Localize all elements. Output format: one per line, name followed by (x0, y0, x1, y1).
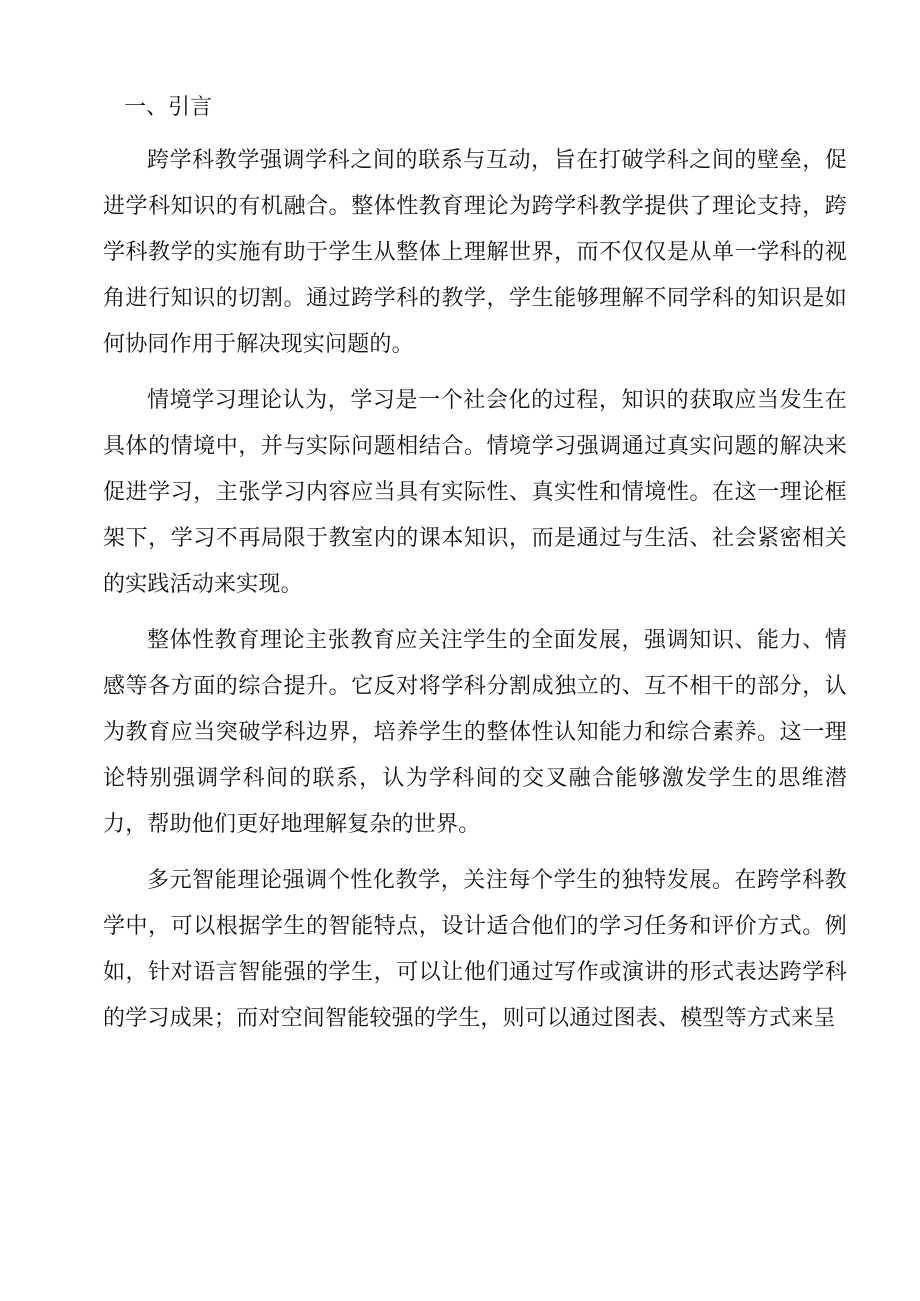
paragraph-interdisciplinary: 跨学科教学强调学科之间的联系与互动，旨在打破学科之间的壁垒，促进学科知识的有机融合。整体性教育理论为跨学科教学提供了理论支持，跨学科教学的实施有助于学生从整体上理解世界，而不仅仅是从单一学科的视角进行知识的切割。通过跨学科的教学，学生能够理解不同学科的知识是如何协同作用于解决现实问题的。 (103, 148, 847, 357)
paragraph-holistic-education: 整体性教育理论主张教育应关注学生的全面发展，强调知识、能力、情感等各方面的综合提升。它反对将学科分割成独立的、互不相干的部分，认为教育应当突破学科边界，培养学生的整体性认知能力和综合素养。这一理论特别强调学科间的联系，认为学科间的交叉融合能够激发学生的思维潜力，帮助他们更好地理解复杂的世界。 (103, 628, 847, 837)
document-body (103, 86, 847, 1042)
paragraph-multiple-intelligences: 多元智能理论强调个性化教学，关注每个学生的独特发展。在跨学科教学中，可以根据学生的智能特点，设计适合他们的学习任务和评价方式。例如，针对语言智能强的学生，可以让他们通过写作或演讲的形式表达跨学科的学习成果；而对空间智能较强的学生，则可以通过图表、模型等方式来呈 (103, 868, 847, 1031)
section-heading: 一、引言 (124, 95, 213, 120)
paragraph-situated-learning: 情境学习理论认为，学习是一个社会化的过程，知识的获取应当发生在具体的情境中，并与实际问题相结合。情境学习强调通过真实问题的解决来促进学习，主张学习内容应当具有实际性、真实性和情境性。在这一理论框架下，学习不再局限于教室内的课本知识，而是通过与生活、社会紧密相关的实践活动来实现。 (103, 388, 847, 597)
